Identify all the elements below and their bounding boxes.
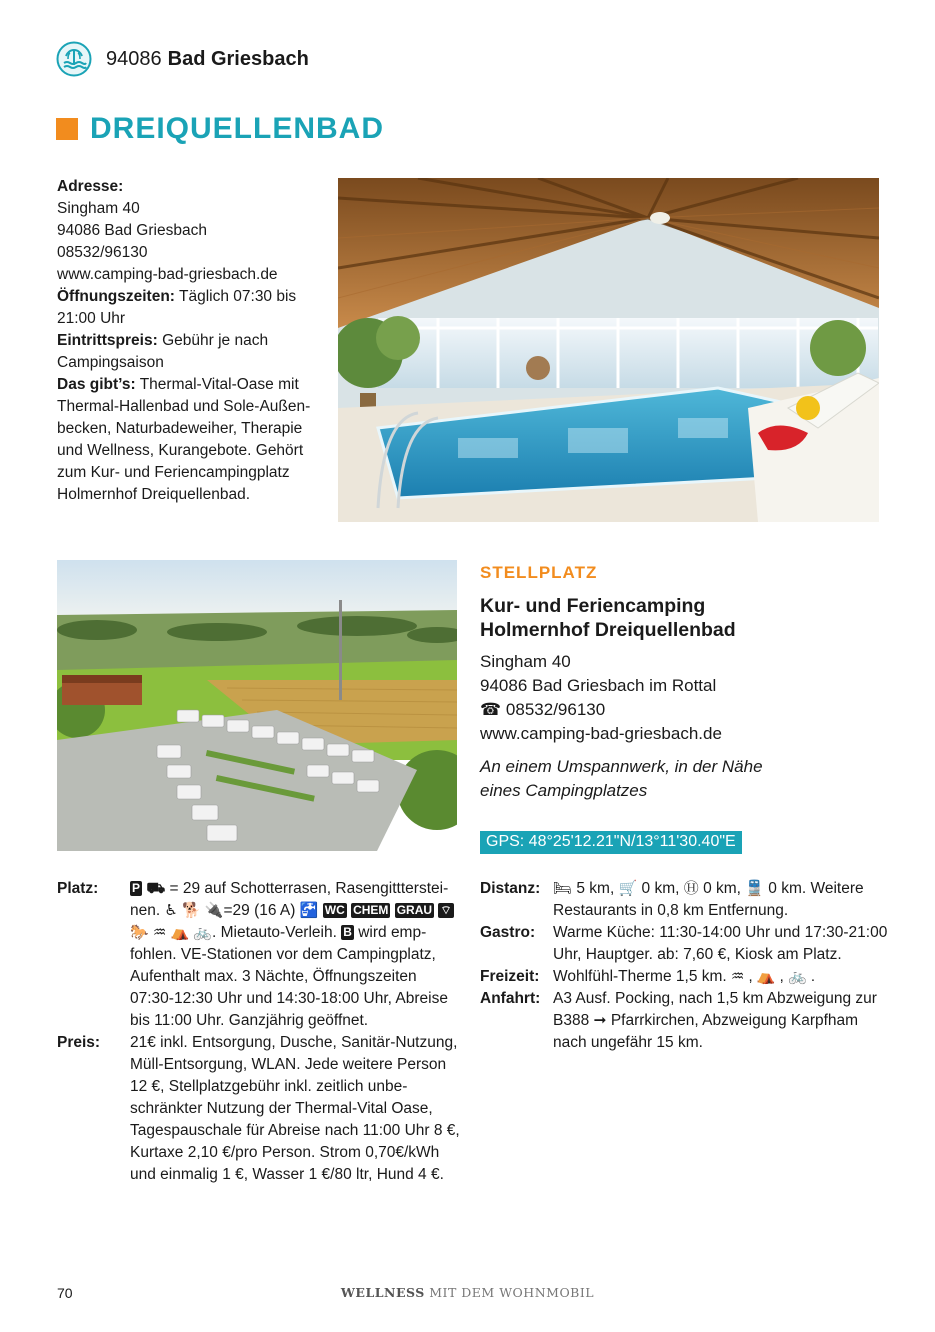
distanz-label: Distanz: bbox=[480, 880, 541, 897]
stellplatz-city: 94086 Bad Griesbach im Rottal bbox=[480, 676, 717, 695]
stellplatz-description bbox=[480, 755, 763, 803]
preis-line: 21€ inkl. Entsorgung, Dusche, Sanitär-Nutzung, bbox=[130, 1034, 458, 1051]
gastro-line: Uhr, Hauptger. ab: 7,60 €, Kiosk am Platz. bbox=[553, 946, 842, 963]
platz-text: nen. bbox=[130, 902, 161, 919]
gibts-line: becken, Naturbadeweiher, Therapie bbox=[57, 420, 303, 437]
chem-icon: CHEM bbox=[353, 903, 389, 917]
preis-line: schränkter Nutzung der Thermal-Vital Oase, bbox=[130, 1100, 433, 1117]
oeffnung-label: Öffnungszeiten: bbox=[57, 288, 175, 305]
distanz-text: 5 km, bbox=[572, 880, 619, 897]
gastro-label: Gastro: bbox=[480, 924, 536, 941]
cart-icon: 🛒 bbox=[618, 880, 638, 897]
platz-text: =29 (16 A) bbox=[223, 902, 296, 919]
stellplatz-name-line: Kur- und Feriencamping bbox=[480, 595, 706, 617]
anfahrt-line: nach ungefähr 15 km. bbox=[553, 1034, 703, 1051]
indoor-pool-photo bbox=[338, 178, 879, 522]
campsite-aerial-photo bbox=[57, 560, 457, 851]
preis-line: Kurtaxe 2,10 €/pro Person. Strom 0,70€/kWh bbox=[130, 1144, 440, 1161]
gibts-line: Thermal-Hallenbad und Sole-Außen- bbox=[57, 398, 311, 415]
gibts-line: zum Kur- und Feriencampingplatz bbox=[57, 464, 290, 481]
freizeit-text: Wohlfühl-Therme 1,5 km. bbox=[553, 968, 727, 985]
preis-label: Preis: bbox=[57, 1034, 101, 1051]
anfahrt-text: Pfarrkirchen, Abzweigung Karpfham bbox=[606, 1012, 859, 1029]
water-tap-icon: 🚰 bbox=[299, 902, 319, 919]
platz-value bbox=[130, 878, 454, 1032]
anfahrt-label: Anfahrt: bbox=[480, 990, 541, 1007]
platz-text: wird emp- bbox=[353, 924, 427, 941]
grau-icon: GRAU bbox=[396, 903, 433, 917]
preis-value bbox=[130, 1032, 460, 1186]
oeffnung-text-2: 21:00 Uhr bbox=[57, 310, 126, 327]
stellplatz-phone[interactable]: 08532/96130 bbox=[505, 700, 606, 719]
stellplatz-name bbox=[480, 594, 880, 642]
gastro-row bbox=[480, 922, 887, 966]
section-title bbox=[56, 112, 384, 146]
platz-label: Platz: bbox=[57, 880, 99, 897]
distanz-text: 0 km. Weitere bbox=[763, 880, 864, 897]
adresse-line: Singham 40 bbox=[57, 200, 140, 217]
preis-line: Tagespauschale für Abreise nach 11:00 Uhr 8 €, bbox=[130, 1122, 460, 1139]
wheelchair-dog-power-icon: ♿ 🐕 🔌 bbox=[160, 902, 224, 919]
stellplatz-label: STELLPLATZ bbox=[480, 563, 598, 582]
anfahrt-row bbox=[480, 988, 877, 1054]
leisure-icons: ♒ , ⛺ , 🚲 . bbox=[726, 968, 816, 985]
title-square-marker bbox=[56, 118, 78, 140]
oeffnung-text: Täglich 07:30 bis bbox=[174, 288, 297, 305]
fountain-logo-icon bbox=[56, 41, 92, 77]
page-title: DREIQUELLENBAD bbox=[90, 112, 385, 145]
stellplatz-name-line: Holmernhof Dreiquellenbad bbox=[480, 619, 736, 641]
camper-icon: ⛟ bbox=[146, 880, 166, 897]
arrow-right-icon: ➞ bbox=[593, 1012, 607, 1029]
header-city: Bad Griesbach bbox=[167, 47, 309, 70]
wc-icon: WC bbox=[324, 903, 345, 917]
eintritt-text: Gebühr je nach bbox=[157, 332, 269, 349]
eintritt-text-2: Campingsaison bbox=[57, 354, 164, 371]
footer-title-rest: MIT DEM WOHNMOBIL bbox=[424, 1285, 595, 1300]
platz-text: . Mietauto-Verleih. bbox=[211, 924, 337, 941]
preis-line: Müll-Entsorgung, WLAN. Jede weitere Person bbox=[130, 1056, 447, 1073]
page-number: 70 bbox=[57, 1285, 73, 1301]
info-block bbox=[57, 176, 319, 506]
bus-stop-icon: Ⓗ bbox=[683, 880, 699, 897]
gastro-value bbox=[553, 922, 887, 966]
preis-line: 12 €, Stellplatzgebühr inkl. zeitlich unbe- bbox=[130, 1078, 408, 1095]
freizeit-value bbox=[553, 966, 815, 988]
platz-line: fohlen. VE-Stationen vor dem Campingplatz, bbox=[130, 946, 436, 963]
gibts-line: Holmernhof Dreiquellenbad. bbox=[57, 486, 251, 503]
anfahrt-text: B388 bbox=[553, 1012, 594, 1029]
platz-line: bis 11:00 Uhr. Ganzjährig geöffnet. bbox=[130, 1012, 369, 1029]
adresse-line: 08532/96130 bbox=[57, 244, 148, 261]
platz-line: Aufenthalt max. 3 Nächte, Öffnungszeiten bbox=[130, 968, 417, 985]
gibts-text: Thermal-Vital-Oase mit bbox=[135, 376, 299, 393]
distanz-text: 0 km, bbox=[698, 880, 746, 897]
bed-icon: 🛏 bbox=[553, 880, 573, 897]
freizeit-row bbox=[480, 966, 815, 988]
gibts-label: Das gibt’s: bbox=[57, 376, 136, 393]
eintritt-label: Eintrittspreis: bbox=[57, 332, 158, 349]
adresse-label: Adresse: bbox=[57, 178, 124, 195]
stellplatz-address bbox=[480, 650, 722, 746]
stellplatz-street: Singham 40 bbox=[480, 652, 571, 671]
preis-line: und einmalig 1 €, Wasser 1 €/80 ltr, Hund 4 €. bbox=[130, 1166, 444, 1183]
preis-row bbox=[57, 1032, 460, 1186]
description-line: An einem Umspannwerk, in der Nähe bbox=[480, 757, 763, 776]
page-header bbox=[56, 40, 309, 78]
stellplatz-web-link[interactable]: www.camping-bad-griesbach.de bbox=[480, 724, 722, 743]
footer-title-bold: WELLNESS bbox=[340, 1285, 425, 1300]
gps-badge: GPS: 48°25'12.21"N/13°11'30.40"E bbox=[480, 831, 742, 854]
anfahrt-value bbox=[553, 988, 877, 1054]
distanz-row bbox=[480, 878, 864, 922]
distanz-text: 0 km, bbox=[637, 880, 684, 897]
distanz-value bbox=[553, 878, 864, 922]
phone-icon: ☎ bbox=[480, 700, 502, 719]
platz-text: = 29 auf Schotterrasen, Rasengittterstei- bbox=[165, 880, 449, 897]
wlan-icon: ⌔ bbox=[440, 903, 452, 917]
gastro-line: Warme Küche: 11:30-14:00 Uhr und 17:30-21:00 bbox=[553, 924, 888, 941]
distanz-line: Restaurants in 0,8 km Entfernung. bbox=[553, 902, 789, 919]
footer-title bbox=[0, 1285, 935, 1300]
train-icon: 🚆 bbox=[745, 880, 764, 897]
parking-icon: P bbox=[132, 881, 141, 895]
header-zip: 94086 bbox=[106, 47, 162, 70]
gibts-line: und Wellness, Kurangebote. Gehört bbox=[57, 442, 304, 459]
adresse-web-link[interactable]: www.camping-bad-griesbach.de bbox=[57, 266, 278, 283]
freizeit-label: Freizeit: bbox=[480, 968, 540, 985]
adresse-line: 94086 Bad Griesbach bbox=[57, 222, 207, 239]
platz-line: 07:30-12:30 Uhr und 14:30-18:00 Uhr, Abreise bbox=[130, 990, 448, 1007]
leisure-icons: 🐎 ♒ ⛺ 🚲 bbox=[130, 924, 212, 941]
bus-icon: B bbox=[343, 925, 352, 939]
description-line: eines Campingplatzes bbox=[480, 781, 648, 800]
platz-row bbox=[57, 878, 454, 1032]
anfahrt-line: A3 Ausf. Pocking, nach 1,5 km Abzweigung zur bbox=[553, 990, 877, 1007]
